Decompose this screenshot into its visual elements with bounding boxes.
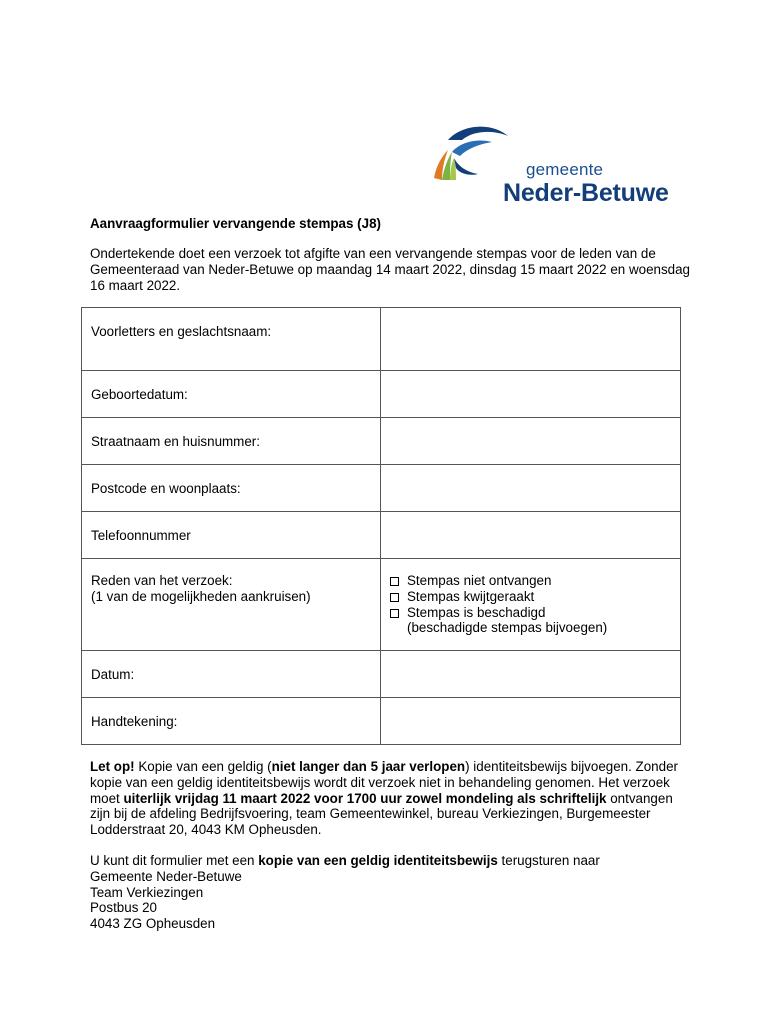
birthdate-label: Geboortedatum: <box>82 371 381 418</box>
return-emphasis: kopie van een geldig identiteitsbewijs <box>258 853 498 868</box>
street-field[interactable] <box>381 418 681 465</box>
name-field[interactable] <box>381 308 681 371</box>
table-row <box>82 698 681 745</box>
application-form-table <box>81 307 681 745</box>
date-label: Datum: <box>82 651 381 698</box>
table-row <box>82 418 681 465</box>
table-row <box>82 512 681 559</box>
phone-field[interactable] <box>381 512 681 559</box>
table-row <box>82 559 681 651</box>
signature-field[interactable] <box>381 698 681 745</box>
address-line: 4043 ZG Opheusden <box>90 916 216 932</box>
return-address-block <box>90 853 690 932</box>
intro-paragraph: Ondertekende doet een verzoek tot afgifte van een vervangende stempas voor de leden van de Gemeenteraad van Neder-Betuwe op maandag 14 maart 2022, dinsdag 15 maart 2022 en woensdag 16 maart 2022. <box>90 246 691 293</box>
checkbox-icon[interactable] <box>390 577 399 586</box>
note-emphasis: niet langer dan 5 jaar verlopen <box>271 759 466 774</box>
reason-option-label: Stempas kwijtgeraakt <box>407 588 535 604</box>
reason-label-line2: (1 van de mogelijkheden aankruisen) <box>91 588 311 604</box>
table-row <box>82 371 681 418</box>
postcode-label: Postcode en woonplaats: <box>82 465 381 512</box>
signature-label: Handtekening: <box>82 698 381 745</box>
checkbox-icon[interactable] <box>390 593 399 602</box>
phone-label: Telefoonnummer <box>82 512 381 559</box>
reason-option-not-received[interactable] <box>390 573 680 589</box>
street-label: Straatnaam en huisnummer: <box>82 418 381 465</box>
date-field[interactable] <box>381 651 681 698</box>
return-instruction <box>90 853 690 869</box>
checkbox-icon[interactable] <box>390 609 399 618</box>
reason-option-label: Stempas niet ontvangen <box>407 573 552 588</box>
note-text: ontvangen zijn bij de afdeling Bedrijfsvoering, team Gemeentewinkel, bureau Verkiezingen, Burgemeester Lodderstraat 20, 4043 KM Opheusden. <box>90 790 673 838</box>
note-attention: Let op! <box>90 759 135 774</box>
reason-option-label-main: Stempas is beschadigd <box>407 604 546 620</box>
reason-option-label-sub: (beschadigde stempas bijvoegen) <box>407 620 608 636</box>
logo-mark-icon <box>430 122 510 192</box>
municipality-logo <box>430 122 680 212</box>
reason-option-label <box>407 605 607 637</box>
note-deadline: uiterlijk vrijdag 11 maart 2022 voor 1700 uur zowel mondeling als schriftelijk <box>123 790 607 806</box>
reason-options <box>381 559 681 651</box>
table-row <box>82 308 681 371</box>
birthdate-field[interactable] <box>381 371 681 418</box>
address-line: Team Verkiezingen <box>90 884 204 900</box>
table-row <box>82 465 681 512</box>
table-row <box>82 651 681 698</box>
reason-option-damaged[interactable] <box>390 605 680 637</box>
note-text: ) identiteitsbewijs bijvoegen. Zonder kopie van een geldig identiteitsbewijs wordt dit verzoek niet in behandeling genomen. Het verzoek moet <box>90 759 678 806</box>
reason-label <box>82 559 381 651</box>
return-text: terugsturen naar <box>497 853 600 868</box>
form-title: Aanvraagformulier vervangende stempas (J8) <box>90 216 381 231</box>
logo-text-large: Neder-Betuwe <box>503 179 669 207</box>
attention-note <box>90 759 690 838</box>
address-line: Postbus 20 <box>90 900 157 916</box>
postcode-field[interactable] <box>381 465 681 512</box>
address-line: Gemeente Neder-Betuwe <box>90 868 242 884</box>
reason-label-line1: Reden van het verzoek: <box>91 573 233 588</box>
logo-text-small: gemeente <box>526 160 604 179</box>
note-text: Kopie van een geldig ( <box>134 759 272 774</box>
name-label: Voorletters en geslachtsnaam: <box>82 308 381 371</box>
return-text: U kunt dit formulier met een <box>90 853 259 868</box>
reason-option-lost[interactable] <box>390 589 680 605</box>
